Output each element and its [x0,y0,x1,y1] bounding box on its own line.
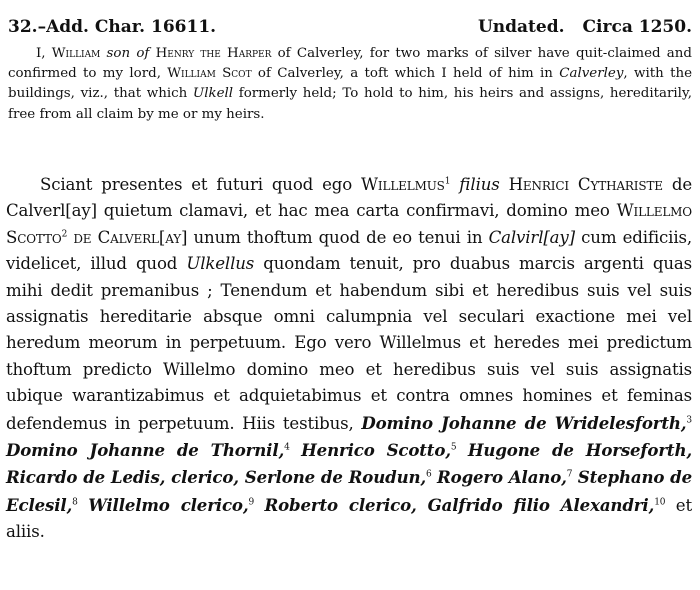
latin-place-calverlay: de Calverl[ay] [73,227,188,247]
summary-text: son of [100,46,156,61]
summary-name-william-scot: William Scot [167,66,252,82]
circa-date: Circa 1250. [582,17,692,37]
footnote-marker: 8 [72,497,78,508]
latin-name-willelmus: Willelmus [361,175,445,194]
heading-dash: – [37,17,47,37]
charter-identifier: Add. Char. 16611. [46,17,217,37]
witness-name: Hugone de Horseforth, Ricardo de Ledis, clerico, Serlone de Roudun, [6,440,692,488]
footnote-marker: 7 [566,469,573,480]
charter-reference [8,14,216,40]
summary-text: of Calverley, for two marks of silver have quit-claimed and confirmed to my lord, [8,46,692,82]
latin-charter-text [6,172,692,546]
witness-name: Domino Johanne de Thornil, [6,440,285,461]
summary-name-henry: Henry the Harper [155,46,272,61]
latin-text: quondam tenuit, pro duabus marcis argenti quas mihi dedit premanibus ; Tenendum et habendum sibi et heredibus suis vel suis assignatis hereditarie absque omni calumpnia vel seculari exactione mei vel heredum meorum in perpetuum. Ego vero Willelmus et heredes mei predictum thoftum predicto Willelmo domino meo et heredibus suis vel suis assignatis ubique warantizabimus et adquietabimus et contra omnes homines et feminas defendemus in perpetuum. Hiis testibus, [6,254,692,433]
summary-text: , with the buildings, viz., that which [8,66,692,102]
charter-date [478,14,692,40]
charter-number: 32. [8,17,38,37]
summary-text: formerly held; To hold to him, his heirs and assigns, hereditarily, free from all claim by me or my heirs. [8,86,692,122]
footnote-marker: 1 [444,176,451,187]
summary-name-william: William [51,46,101,61]
charter-heading [8,14,692,40]
english-summary [8,44,692,125]
latin-name-henrici: Henrici Cythariste [508,175,663,194]
witness-name: Rogero Alano, [437,467,567,488]
footnote-marker: 10 [654,497,666,508]
summary-place-calverley: Calverley [559,66,624,82]
latin-text: et aliis. [6,495,692,542]
latin-word-filius: filius [459,175,500,194]
summary-text: I, [36,46,52,61]
latin-text: unum thoftum quod de eo tenui in [187,227,489,247]
footnote-marker: 4 [284,442,290,453]
latin-text: cum edificiis, videlicet, illud quod [6,227,692,274]
summary-text: of Calverley, a toft which I held of him in [251,66,560,82]
undated-label: Undated. [477,17,565,37]
latin-text: de Calverl[ay] quietum clamavi, et hac mea carta confirmavi, domino meo [6,175,692,221]
footnote-marker: 5 [450,442,457,453]
summary-name-ulkell: Ulkell [192,86,234,102]
witness-name: Willelmo clerico, [88,494,249,515]
witness-name: Domino Johanne de Wridelesforth, [361,412,687,433]
latin-text: Sciant presentes et futuri quod ego [40,175,362,194]
witness-name: Roberto clerico, Galfrido filio Alexandri, [264,494,655,515]
witness-name: Henrico Scotto, [301,440,451,461]
footnote-marker: 6 [426,469,432,480]
latin-place-calvirlay: Calvirl[ay] [488,227,575,247]
footnote-marker: 3 [686,415,692,426]
footnote-marker: 2 [61,229,68,240]
witness-name: Stephano de Eclesil, [6,467,693,515]
latin-name-willelmo-scotto: Willelmo Scotto [6,201,692,247]
latin-name-ulkellus: Ulkellus [186,254,255,274]
footnote-marker: 9 [248,497,255,508]
